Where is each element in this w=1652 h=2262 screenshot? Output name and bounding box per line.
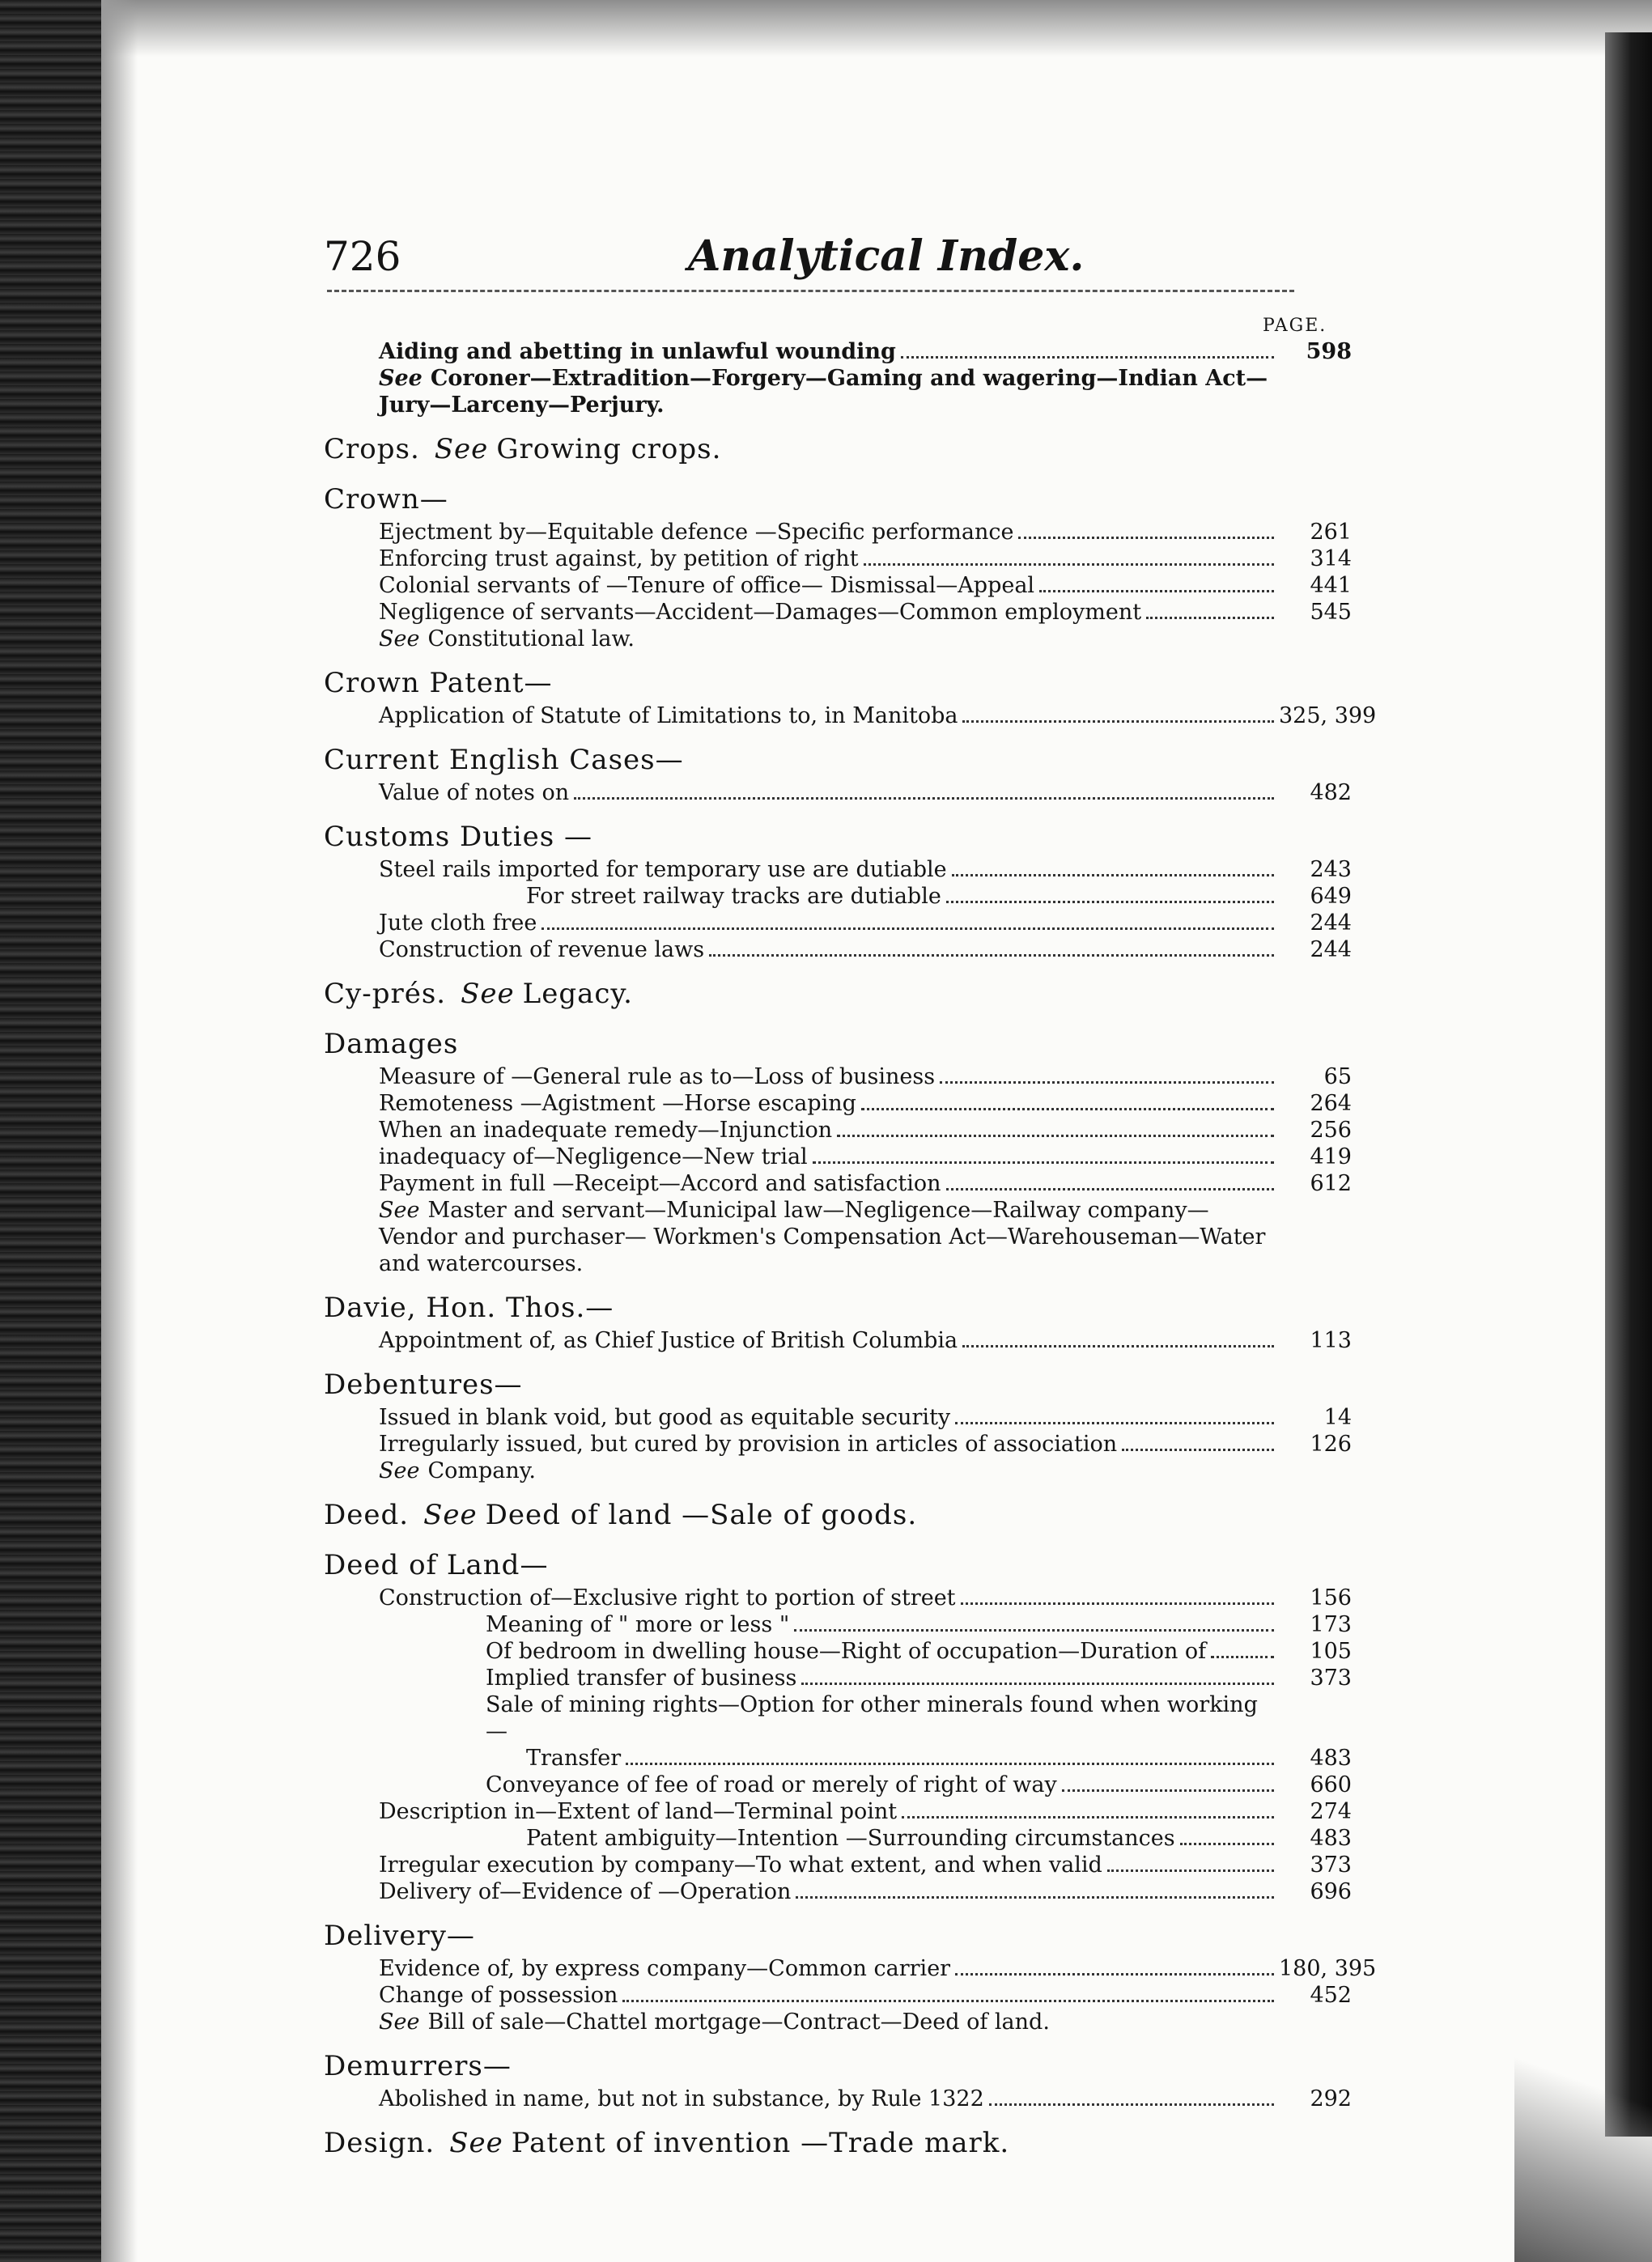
scan-binding-edge xyxy=(0,0,101,2262)
heading-title: Deed. xyxy=(324,1499,410,1531)
index-entry xyxy=(324,519,1352,545)
dot-leader xyxy=(1122,1449,1274,1451)
index-entry xyxy=(324,910,1352,936)
heading-title: Cy-prés. xyxy=(324,978,447,1010)
dot-leader xyxy=(574,797,1274,800)
dot-leader xyxy=(1107,1869,1274,1872)
page-reference: 126 xyxy=(1310,1432,1352,1457)
index-entry xyxy=(324,338,1352,365)
entry-text: When an inadequate remedy—Injunction xyxy=(379,1118,833,1143)
page-reference: 649 xyxy=(1310,884,1352,909)
dot-leader xyxy=(962,1345,1274,1347)
see-also-line xyxy=(324,626,1352,652)
entry-text: Measure of —General rule as to—Loss of business xyxy=(379,1064,936,1089)
index-entry xyxy=(324,1772,1352,1798)
index-heading xyxy=(324,1288,1352,1327)
index-entry xyxy=(324,1745,1352,1772)
page-reference: 156 xyxy=(1310,1585,1352,1611)
see-text: Sale of mining rights—Option for other minerals found when working— xyxy=(486,1692,1258,1744)
see-target: Legacy. xyxy=(522,978,633,1010)
page-reference: 14 xyxy=(1323,1405,1352,1430)
see-word: See xyxy=(379,626,420,651)
see-word: See xyxy=(379,2009,420,2035)
index-heading xyxy=(324,2047,1352,2086)
dot-leader xyxy=(794,1629,1274,1632)
dot-leader xyxy=(940,1081,1274,1084)
dot-leader xyxy=(961,1602,1274,1605)
page-reference: 696 xyxy=(1310,1879,1352,1904)
page-reference: 113 xyxy=(1310,1328,1352,1353)
index-heading xyxy=(324,664,1352,702)
entry-text: Construction of—Exclusive right to portion of street xyxy=(379,1585,956,1611)
page-reference: 419 xyxy=(1310,1144,1352,1169)
dot-leader xyxy=(626,1763,1274,1765)
see-also-line xyxy=(324,2009,1352,2035)
page-reference: 261 xyxy=(1310,520,1352,545)
see-text: Coroner—Extradition—Forgery—Gaming and wagering—Indian Act—Jury—Larceny—Perjury. xyxy=(379,366,1268,418)
index-entry xyxy=(324,1825,1352,1852)
entry-text: Payment in full —Receipt—Accord and satisfaction xyxy=(379,1171,941,1196)
page-column-label: PAGE. xyxy=(1263,316,1327,336)
page-reference: 243 xyxy=(1310,857,1352,882)
page-reference: 65 xyxy=(1323,1064,1352,1089)
entry-text: Negligence of servants—Accident—Damages—Common employment xyxy=(379,600,1142,625)
entry-text: Delivery of—Evidence of —Operation xyxy=(379,1879,792,1904)
page-reference: 105 xyxy=(1310,1639,1352,1664)
page-reference: 373 xyxy=(1310,1666,1352,1691)
page-reference: 545 xyxy=(1310,600,1352,625)
dot-leader xyxy=(989,2103,1274,2106)
see-word: See xyxy=(423,1499,478,1531)
index-entry xyxy=(324,1431,1352,1458)
dot-leader xyxy=(1039,590,1274,592)
dot-leader xyxy=(1180,1843,1274,1845)
index-entry xyxy=(324,572,1352,599)
see-target: Patent of invention —Trade mark. xyxy=(511,2127,1010,2159)
heading-title: Current English Cases— xyxy=(324,744,684,776)
see-also-line xyxy=(324,1691,1352,1745)
heading-title: Delivery— xyxy=(324,1920,475,1952)
index-entry xyxy=(324,1878,1352,1905)
see-word: See xyxy=(449,2127,503,2159)
see-text: Bill of sale—Chattel mortgage—Contract—Deed of land. xyxy=(427,2009,1050,2035)
index-entry xyxy=(324,1982,1352,2009)
entry-text: Irregularly issued, but cured by provision in articles of association xyxy=(379,1432,1118,1457)
index-entry xyxy=(324,2086,1352,2112)
see-text: Constitutional law. xyxy=(427,626,635,651)
dot-leader xyxy=(864,563,1274,566)
dot-leader xyxy=(813,1161,1274,1164)
index-entry xyxy=(324,1798,1352,1825)
see-word: See xyxy=(379,1198,420,1223)
page-reference: 314 xyxy=(1310,546,1352,571)
entry-text: Appointment of, as Chief Justice of British Columbia xyxy=(379,1328,958,1353)
dot-leader xyxy=(1211,1656,1274,1658)
index-entry xyxy=(324,1404,1352,1431)
see-text: Company. xyxy=(427,1458,537,1483)
index-entry xyxy=(324,1611,1352,1638)
heading-title: Crops. xyxy=(324,433,420,465)
see-word: See xyxy=(461,978,515,1010)
index-heading xyxy=(324,741,1352,779)
dot-leader xyxy=(541,927,1274,930)
index-entry xyxy=(324,1063,1352,1090)
entry-text: Transfer xyxy=(526,1746,622,1771)
index-entry xyxy=(324,1117,1352,1144)
dot-leader xyxy=(622,2000,1274,2002)
dot-leader xyxy=(1018,537,1274,539)
see-word: See xyxy=(379,1458,420,1483)
heading-title: Deed of Land— xyxy=(324,1549,549,1581)
dot-leader xyxy=(837,1135,1274,1137)
page-reference: 325, 399 xyxy=(1279,703,1377,728)
entry-text: Construction of revenue laws xyxy=(379,937,705,962)
index-entry xyxy=(324,1852,1352,1878)
entry-text: inadequacy of—Negligence—New trial xyxy=(379,1144,808,1169)
index-heading xyxy=(324,974,1352,1013)
entry-text: Of bedroom in dwelling house—Right of occupation—Duration of xyxy=(486,1639,1207,1664)
entry-text: Conveyance of fee of road or merely of right of way xyxy=(486,1772,1057,1797)
heading-title: Customs Duties — xyxy=(324,821,593,853)
page-reference: 244 xyxy=(1310,910,1352,936)
index-heading xyxy=(324,817,1352,856)
see-also-line xyxy=(324,1197,1352,1277)
dot-leader xyxy=(952,874,1274,876)
heading-title: Debentures— xyxy=(324,1369,523,1401)
entry-text: Colonial servants of —Tenure of office— Dismissal—Appeal xyxy=(379,573,1035,598)
entry-text: Remoteness —Agistment —Horse escaping xyxy=(379,1091,856,1116)
entry-text: Irregular execution by company—To what extent, and when valid xyxy=(379,1852,1102,1878)
index-heading xyxy=(324,1546,1352,1585)
header-rule xyxy=(327,290,1294,292)
entry-text: Value of notes on xyxy=(379,780,570,805)
see-word: See xyxy=(434,433,489,465)
index-heading xyxy=(324,430,1352,469)
page-reference: 660 xyxy=(1310,1772,1352,1797)
dot-leader xyxy=(801,1683,1274,1685)
index-entry xyxy=(324,883,1352,910)
scan-right-edge xyxy=(1605,32,1652,2137)
page-reference: 256 xyxy=(1310,1118,1352,1143)
index-heading xyxy=(324,480,1352,519)
heading-title: Crown— xyxy=(324,483,448,516)
entry-text: Aiding and abetting in unlawful wounding xyxy=(379,339,896,364)
index-entry xyxy=(324,1327,1352,1354)
running-title: Analytical Index. xyxy=(688,231,1085,281)
entry-text: Description in—Extent of land—Terminal point xyxy=(379,1799,898,1824)
page-reference: 373 xyxy=(1310,1852,1352,1878)
scan-binding-shadow xyxy=(101,0,138,2262)
entry-text: Steel rails imported for temporary use are dutiable xyxy=(379,857,947,882)
see-word: See xyxy=(379,366,423,391)
entry-text: Change of possession xyxy=(379,1983,618,2008)
page-reference: 173 xyxy=(1310,1612,1352,1637)
dot-leader xyxy=(901,356,1274,359)
page-reference: 180, 395 xyxy=(1279,1956,1377,1981)
index-entry xyxy=(324,1585,1352,1611)
page-reference: 264 xyxy=(1310,1091,1352,1116)
page-reference: 482 xyxy=(1310,780,1352,805)
index-entry xyxy=(324,856,1352,883)
index-body xyxy=(324,338,1377,2162)
dot-leader xyxy=(1146,617,1274,619)
index-entry xyxy=(324,599,1352,626)
index-heading xyxy=(324,1365,1352,1404)
entry-text: Evidence of, by express company—Common carrier xyxy=(379,1956,951,1981)
heading-title: Crown Patent— xyxy=(324,667,553,699)
page-reference: 598 xyxy=(1306,339,1352,364)
entry-text: Abolished in name, but not in substance, by Rule 1322 xyxy=(379,2086,984,2111)
dot-leader xyxy=(955,1973,1274,1976)
entry-text: Implied transfer of business xyxy=(486,1666,797,1691)
entry-text: For street railway tracks are dutiable xyxy=(526,884,941,909)
dot-leader xyxy=(861,1108,1274,1110)
page-header xyxy=(324,228,1295,285)
entry-text: Jute cloth free xyxy=(379,910,537,936)
page-reference: 483 xyxy=(1310,1746,1352,1771)
dot-leader xyxy=(709,954,1274,957)
dot-leader xyxy=(1062,1789,1274,1792)
entry-text: Enforcing trust against, by petition of right xyxy=(379,546,859,571)
index-entry xyxy=(324,702,1377,729)
see-also-line xyxy=(324,1458,1352,1484)
entry-text: Application of Statute of Limitations to, in Manitoba xyxy=(379,703,958,728)
page-reference: 612 xyxy=(1310,1171,1352,1196)
dot-leader xyxy=(955,1422,1274,1424)
page-reference: 274 xyxy=(1310,1799,1352,1824)
index-entry xyxy=(324,545,1352,572)
entry-text: Issued in blank void, but good as equitable security xyxy=(379,1405,951,1430)
entry-text: Patent ambiguity—Intention —Surrounding circumstances xyxy=(526,1826,1175,1851)
heading-title: Demurrers— xyxy=(324,2050,512,2082)
dot-leader xyxy=(796,1896,1274,1899)
index-entry xyxy=(324,779,1352,806)
index-heading xyxy=(324,1496,1352,1534)
heading-title: Design. xyxy=(324,2127,435,2159)
see-also-line xyxy=(324,365,1352,418)
see-target: Deed of land —Sale of goods. xyxy=(485,1499,918,1531)
index-entry xyxy=(324,1665,1352,1691)
heading-title: Damages xyxy=(324,1028,459,1060)
see-text: Master and servant—Municipal law—Negligence—Railway company—Vendor and purchaser— Workmen's Compensation Act—Warehouseman—Water and watercourses. xyxy=(379,1198,1266,1276)
dot-leader xyxy=(946,1188,1275,1190)
entry-text: Ejectment by—Equitable defence —Specific performance xyxy=(379,520,1014,545)
dot-leader xyxy=(962,720,1274,723)
index-entry xyxy=(324,1638,1352,1665)
index-heading xyxy=(324,1916,1352,1955)
index-entry xyxy=(324,1170,1352,1197)
index-entry xyxy=(324,936,1352,963)
page-reference: 292 xyxy=(1310,2086,1352,2111)
page-reference: 441 xyxy=(1310,573,1352,598)
see-target: Growing crops. xyxy=(496,433,722,465)
page-number: 726 xyxy=(324,233,401,280)
dot-leader xyxy=(902,1816,1274,1819)
page-reference: 483 xyxy=(1310,1826,1352,1851)
scan-corner-shadow xyxy=(1514,2019,1652,2262)
index-entry xyxy=(324,1955,1377,1982)
dot-leader xyxy=(946,901,1274,903)
entry-text: Meaning of " more or less " xyxy=(486,1612,790,1637)
index-heading xyxy=(324,2124,1352,2162)
index-entry xyxy=(324,1090,1352,1117)
page-reference: 244 xyxy=(1310,937,1352,962)
scan-shadow-top xyxy=(0,0,1652,57)
index-heading xyxy=(324,1025,1352,1063)
page-reference: 452 xyxy=(1310,1983,1352,2008)
heading-title: Davie, Hon. Thos.— xyxy=(324,1292,614,1324)
index-entry xyxy=(324,1144,1352,1170)
